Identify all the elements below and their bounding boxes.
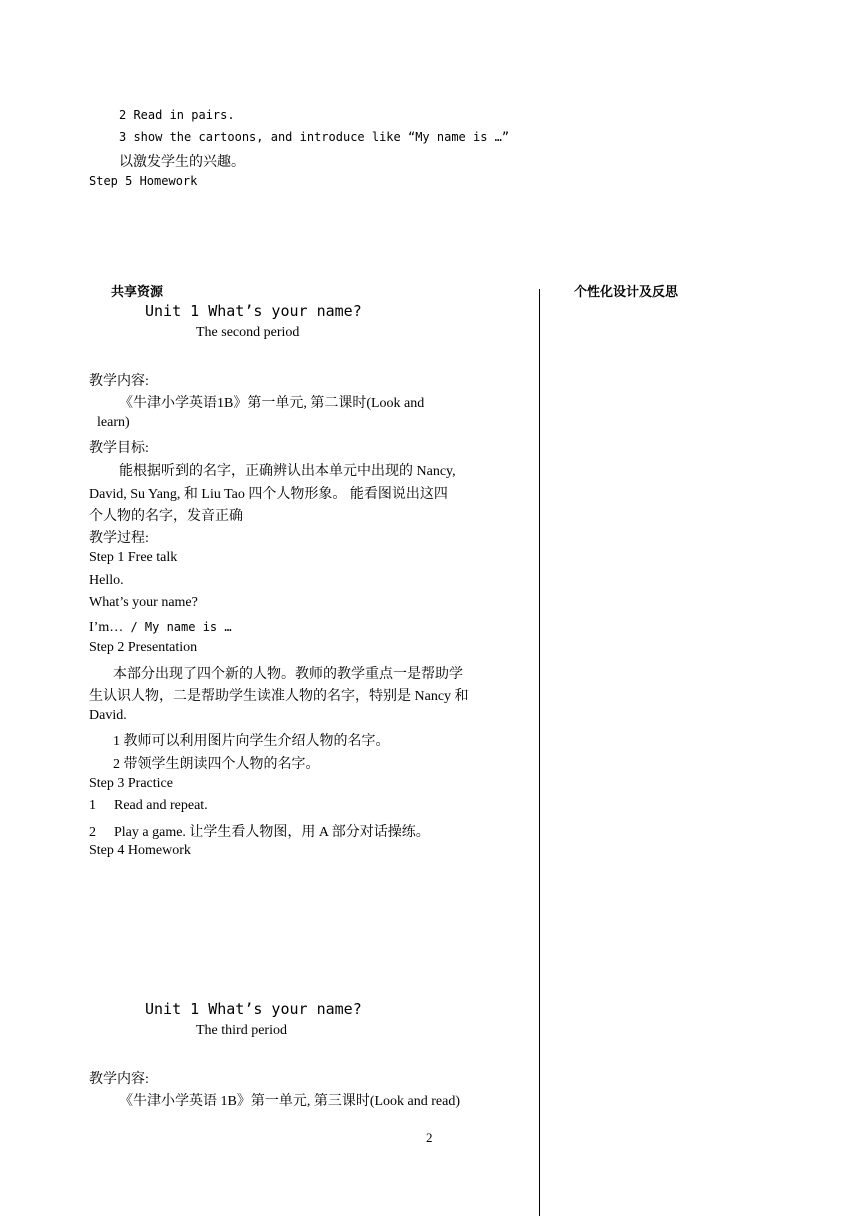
practice-item-1-text: Read and repeat. xyxy=(114,798,208,813)
presentation-line-3: David. xyxy=(89,708,127,723)
presentation-line-2: 生认识人物，二是帮助学生读准人物的名字，特别是 Nancy 和 xyxy=(89,689,469,704)
im-line xyxy=(89,618,232,636)
practice-item-2-number: 2 xyxy=(89,825,96,840)
step3-practice: Step 3 Practice xyxy=(89,776,173,791)
goal-label: 教学目标: xyxy=(89,441,149,456)
practice-item-2 xyxy=(89,821,430,841)
column-divider xyxy=(539,289,540,1216)
step2-presentation: Step 2 Presentation xyxy=(89,640,198,655)
unit-title-third: Unit 1 What’s your name? xyxy=(145,1000,362,1018)
practice-item-1 xyxy=(89,798,208,814)
goal-line-1: 能根据听到的名字，正确辨认出本单元中出现的 Nancy, xyxy=(119,464,456,479)
read-in-pairs-line: 2 Read in pairs. xyxy=(119,108,235,122)
im-prefix: I’m… xyxy=(89,620,124,635)
practice-item-2-text: Play a game. 让学生看人物图，用 A 部分对话操练。 xyxy=(114,825,430,840)
practice-item-1-number: 1 xyxy=(89,798,96,813)
step1-free-talk: Step 1 Free talk xyxy=(89,550,178,565)
goal-line-2: David, Su Yang, 和 Liu Tao 四个人物形象。 能看图说出这四 xyxy=(89,487,448,502)
step4-homework: Step 4 Homework xyxy=(89,843,191,858)
content-label-third: 教学内容: xyxy=(89,1072,149,1087)
my-name-is: / My name is … xyxy=(123,620,232,634)
process-label: 教学过程: xyxy=(89,531,149,546)
step5-homework: Step 5 Homework xyxy=(89,174,198,188)
presentation-item-1: 1 教师可以利用图片向学生介绍人物的名字。 xyxy=(113,734,390,749)
interest-line: 以激发学生的兴趣。 xyxy=(119,155,245,170)
content-line-1: 《牛津小学英语1B》第一单元, 第二课时(Look and xyxy=(119,396,425,411)
personalized-design-header: 个性化设计及反思 xyxy=(574,285,679,300)
goal-line-3: 个人物的名字，发音正确 xyxy=(89,509,243,524)
hello-line: Hello. xyxy=(89,573,124,588)
page-number: 2 xyxy=(426,1130,433,1145)
presentation-line-1: 本部分出现了四个新的人物。教师的教学重点一是帮助学 xyxy=(113,667,463,682)
whats-your-name-line: What’s your name? xyxy=(89,595,198,610)
unit-title-second: Unit 1 What’s your name? xyxy=(145,302,362,320)
content-label: 教学内容: xyxy=(89,374,149,389)
shared-resources-header: 共享资源 xyxy=(111,285,164,300)
content-line-2: learn) xyxy=(97,415,130,430)
period-subtitle-second: The second period xyxy=(196,325,300,340)
period-subtitle-third: The third period xyxy=(196,1023,287,1038)
presentation-item-2: 2 带领学生朗读四个人物的名字。 xyxy=(113,757,320,772)
content-line-third: 《牛津小学英语 1B》第一单元, 第三课时(Look and read) xyxy=(119,1094,461,1109)
show-cartoons-line: 3 show the cartoons, and introduce like “My name is …” xyxy=(119,130,510,144)
